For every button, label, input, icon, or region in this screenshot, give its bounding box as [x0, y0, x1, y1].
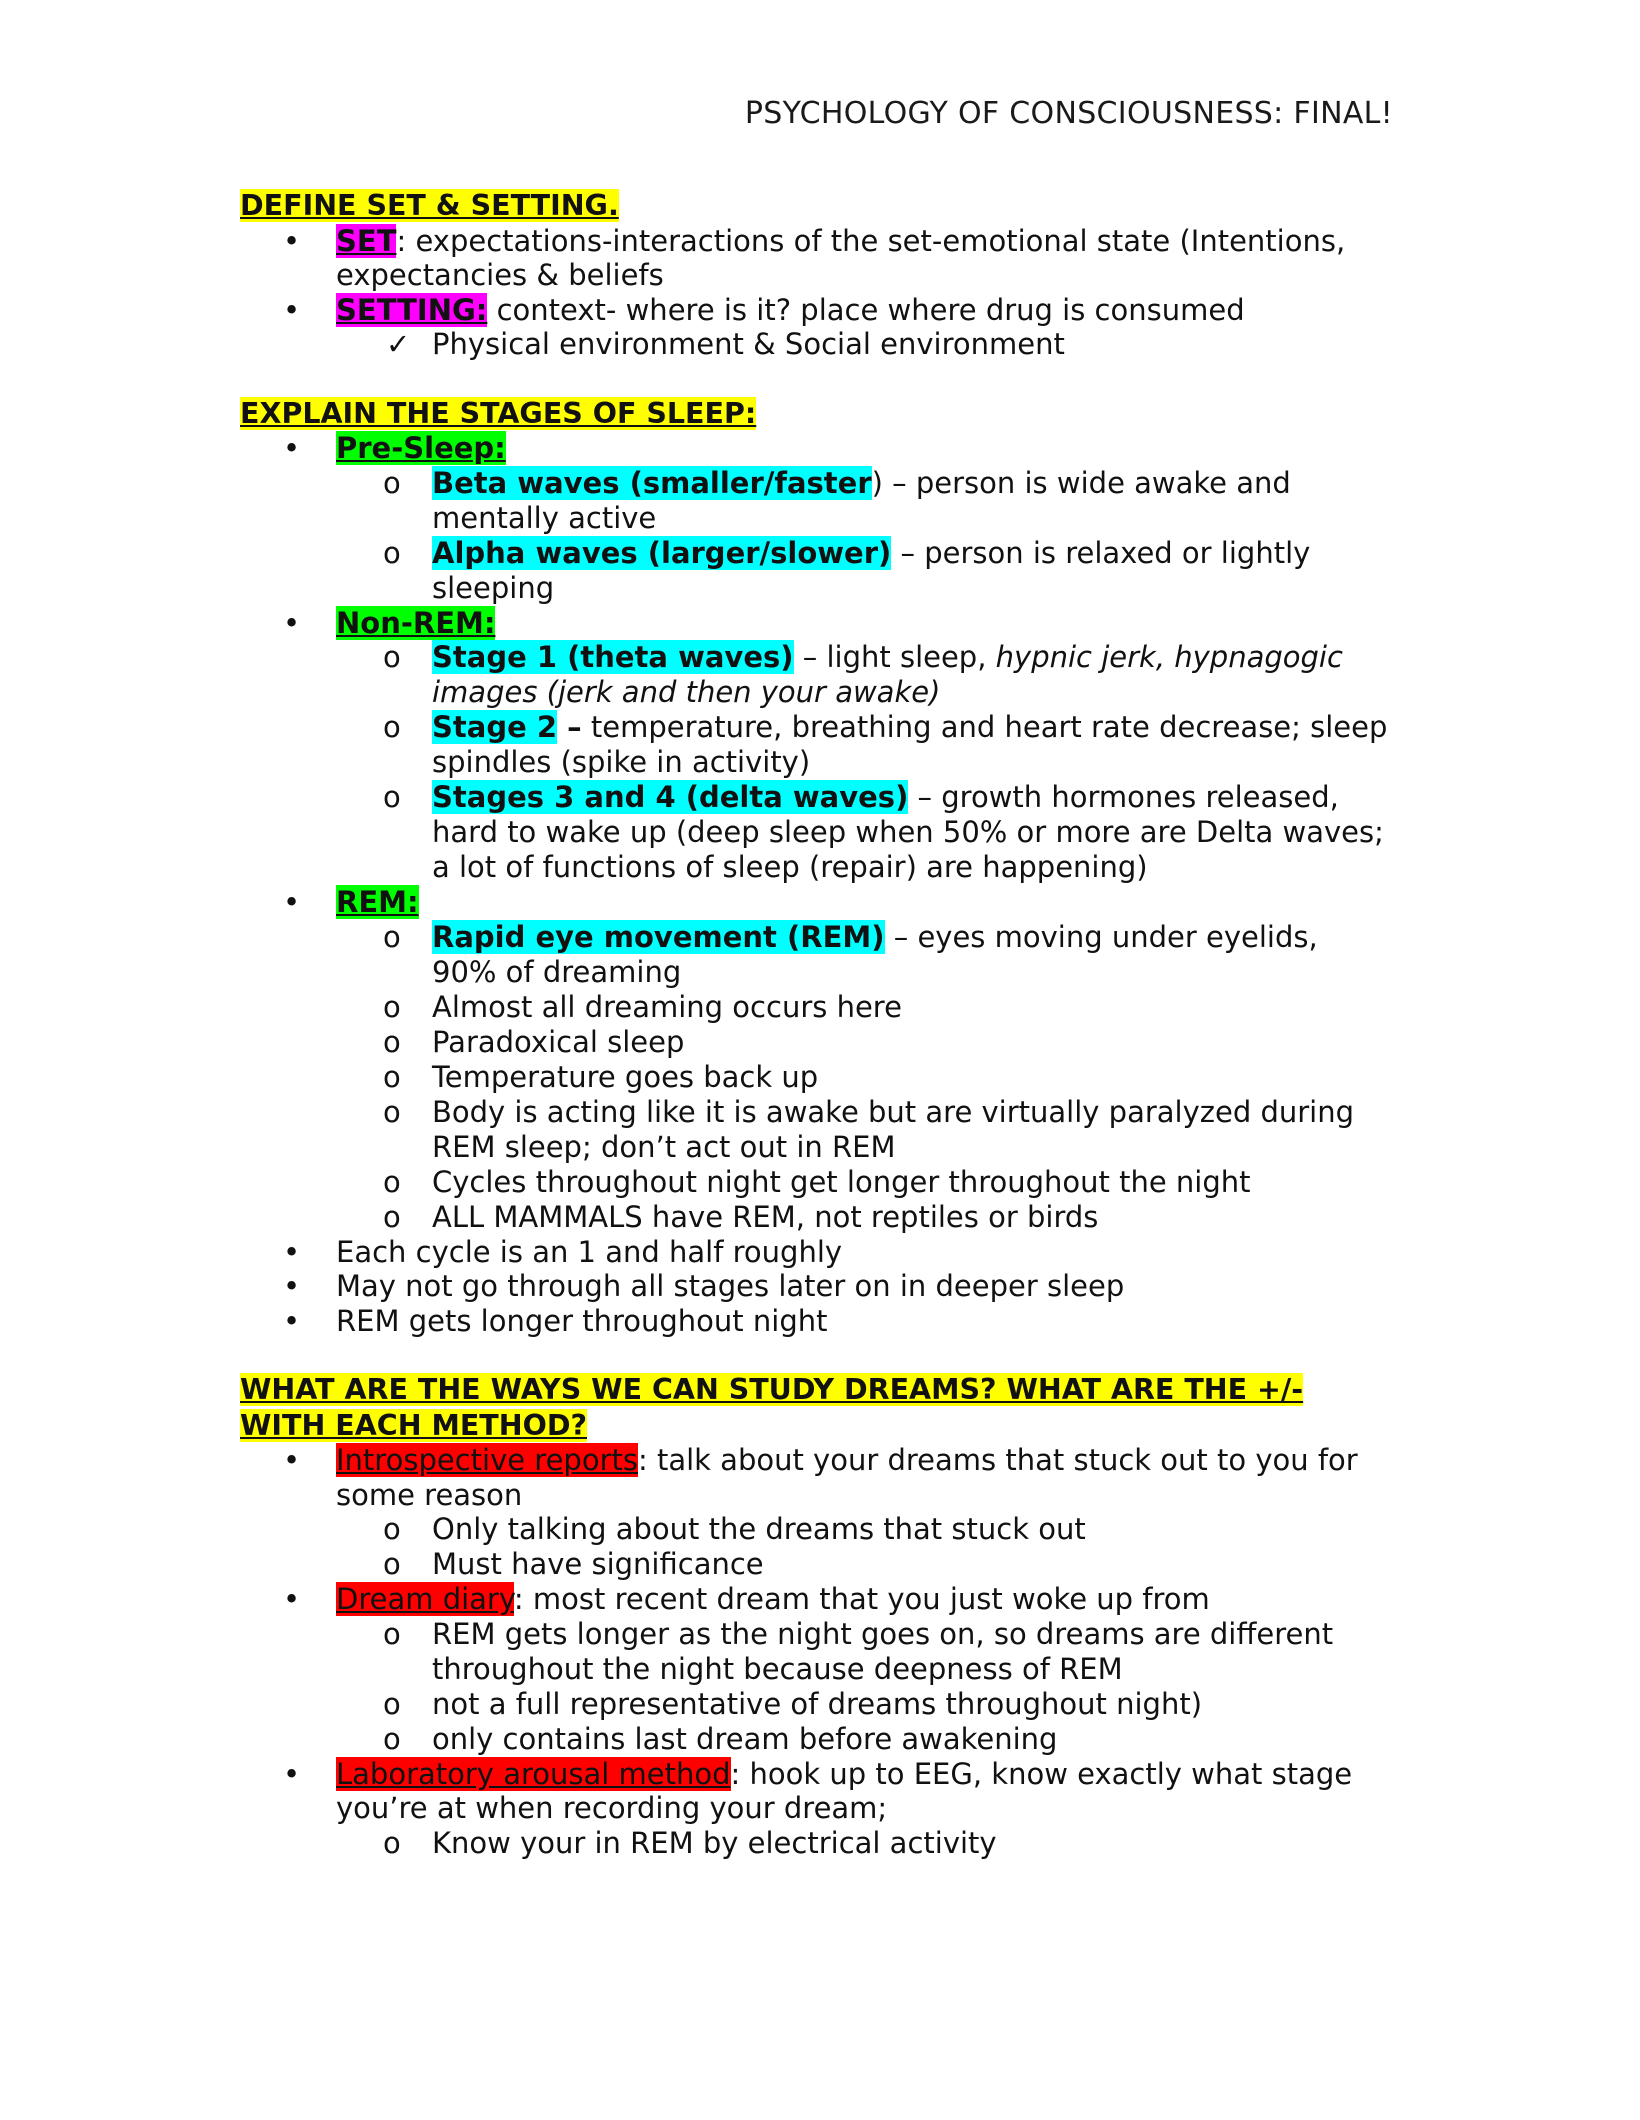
- term-highlight: Stages 3 and 4 (delta waves): [432, 780, 909, 814]
- sub-list-item: [240, 990, 1390, 1025]
- bullet-icon: •: [283, 223, 301, 258]
- sub-bullet-icon: o: [383, 1686, 401, 1721]
- bullet-icon: •: [283, 292, 301, 327]
- sub-bullet-icon: o: [383, 1616, 401, 1651]
- item-text: ALL MAMMALS have REM, not reptiles or birds: [432, 1199, 1099, 1234]
- sub-list-item: [240, 1687, 1390, 1722]
- item-text: Only talking about the dreams that stuck out: [432, 1512, 1086, 1546]
- item-text: Cycles throughout night get longer throughout the night: [432, 1164, 1251, 1199]
- bullet-icon: •: [283, 1269, 301, 1303]
- sub-list-item: [240, 1095, 1390, 1165]
- sub-bullet-icon: o: [383, 1547, 401, 1581]
- item-text: – growth hormones released, hard to wake up (deep sleep when 50% or more are Delta waves; a lot of functions of sleep (repair) are happening): [432, 780, 1384, 884]
- list-item: [240, 1443, 1390, 1512]
- sub-list-item: [240, 1722, 1390, 1757]
- sub-list-item: [240, 1826, 1390, 1861]
- list-item: [240, 1269, 1390, 1304]
- sub-list-item: [240, 1060, 1390, 1095]
- item-text: : talk about your dreams that stuck out to you for some reason: [336, 1443, 1358, 1512]
- item-text: REM gets longer as the night goes on, so dreams are different throughout the night because deepness of REM: [432, 1616, 1334, 1686]
- list-item: [240, 1235, 1390, 1270]
- list-item: [240, 224, 1390, 293]
- item-text: temperature, breathing and heart rate decrease; sleep spindles (spike in activity): [432, 710, 1388, 779]
- list-item: [240, 606, 1390, 641]
- sub-list-item: [240, 1165, 1390, 1200]
- item-text: : expectations-interactions of the set-emotional state (Intentions, expectancies & beliefs: [336, 223, 1346, 292]
- sub-list-item: [240, 1512, 1390, 1547]
- item-text: : most recent dream that you just woke up from: [513, 1582, 1210, 1616]
- section-sleep-stages: [240, 396, 1390, 1339]
- list-item: [240, 1582, 1390, 1617]
- list-item: [240, 293, 1390, 328]
- sub-bullet-icon: o: [383, 1094, 401, 1129]
- item-text: : hook up to EEG, know exactly what stage you’re at when recording your dream;: [336, 1756, 1353, 1825]
- bullet-icon: •: [283, 885, 301, 919]
- sub-list-item: [240, 640, 1390, 710]
- bullet-icon: •: [283, 605, 301, 640]
- item-text: – light sleep,: [793, 640, 996, 674]
- sub-bullet-icon: o: [383, 465, 401, 500]
- item-text: Paradoxical sleep: [432, 1024, 685, 1059]
- section-heading: EXPLAIN THE STAGES OF SLEEP:: [240, 396, 757, 430]
- sub-bullet-icon: o: [383, 1721, 401, 1756]
- item-text: Each cycle is an 1 and half roughly: [336, 1234, 843, 1269]
- checkmark-icon: ✓: [386, 327, 411, 361]
- sub-bullet-icon: o: [383, 919, 401, 954]
- sub-bullet-icon: o: [383, 989, 401, 1024]
- sub-bullet-icon: o: [383, 1024, 401, 1059]
- sub-list-item: [240, 1617, 1390, 1687]
- item-text: Know your in REM by electrical activity: [432, 1825, 997, 1860]
- term-highlight: Non-REM:: [336, 605, 496, 640]
- sub-bullet-icon: o: [383, 535, 401, 570]
- item-text: Must have significance: [432, 1547, 764, 1581]
- item-text-italic: hypnic jerk, hypnagogic images (jerk and then your awake): [432, 640, 1343, 709]
- term-highlight: Dream diary: [336, 1582, 514, 1616]
- term-highlight: Introspective reports: [336, 1443, 638, 1477]
- sub-list-item: [240, 1200, 1390, 1235]
- term-highlight: Pre-Sleep:: [336, 431, 506, 465]
- sub-list-item: [240, 1025, 1390, 1060]
- list-item: [240, 885, 1390, 920]
- bullet-icon: •: [283, 1234, 301, 1269]
- sub-list-item: [240, 536, 1390, 606]
- term-highlight: SET: [336, 223, 397, 258]
- item-text: – person is relaxed or lightly sleeping: [432, 535, 1311, 605]
- sub-list-item: [240, 780, 1390, 885]
- item-text: only contains last dream before awakening: [432, 1721, 1058, 1756]
- notes-body: [240, 188, 1390, 1861]
- item-text: – eyes moving under eyelids, 90% of dreaming: [432, 919, 1318, 989]
- bullet-icon: •: [283, 1582, 301, 1616]
- item-text: not a full representative of dreams throughout night): [432, 1686, 1203, 1721]
- sub-list-item: [240, 1547, 1390, 1582]
- item-dash: –: [557, 710, 582, 744]
- section-set-setting: [240, 188, 1390, 362]
- section-study-dreams: [240, 1372, 1390, 1861]
- item-text: Temperature goes back up: [432, 1059, 819, 1094]
- sub-bullet-icon: o: [383, 1512, 401, 1546]
- term-highlight: Stage 1 (theta waves): [432, 640, 794, 674]
- bullet-icon: •: [283, 431, 301, 465]
- term-highlight: REM:: [336, 885, 419, 919]
- sub-bullet-icon: o: [383, 1199, 401, 1234]
- page-title: PSYCHOLOGY OF CONSCIOUSNESS: FINAL!: [744, 96, 1393, 131]
- section-heading: WITH EACH METHOD?: [240, 1408, 588, 1442]
- item-text: Physical environment & Social environment: [432, 327, 1065, 361]
- term-highlight: SETTING:: [336, 292, 488, 327]
- sub-list-item: [240, 710, 1390, 780]
- term-highlight: Stage 2: [432, 710, 558, 744]
- item-text: ) – person is wide awake and mentally active: [432, 465, 1291, 535]
- sub-bullet-icon: o: [383, 1164, 401, 1199]
- sub-bullet-icon: o: [383, 780, 401, 814]
- bullet-icon: •: [283, 1303, 301, 1338]
- sub-bullet-icon: o: [383, 710, 401, 744]
- sub-list-item: [240, 920, 1390, 990]
- sub-bullet-icon: o: [383, 640, 401, 674]
- item-text: Body is acting like it is awake but are virtually paralyzed during REM sleep; don’t act out in REM: [432, 1094, 1354, 1164]
- term-highlight: Rapid eye movement (REM): [432, 919, 885, 954]
- sub-bullet-icon: o: [383, 1825, 401, 1860]
- list-item: [240, 431, 1390, 466]
- term-highlight: Alpha waves (larger/slower): [432, 535, 892, 570]
- list-item: [240, 1304, 1390, 1339]
- term-highlight: Beta waves (smaller/faster: [432, 465, 872, 500]
- item-text: May not go through all stages later on in deeper sleep: [336, 1269, 1125, 1303]
- sub-bullet-icon: o: [383, 1059, 401, 1094]
- term-highlight: Laboratory arousal method: [336, 1756, 731, 1791]
- bullet-icon: •: [283, 1443, 301, 1477]
- item-text: context- where is it? place where drug is consumed: [487, 292, 1245, 327]
- section-heading: DEFINE SET & SETTING.: [240, 189, 619, 222]
- item-text: Almost all dreaming occurs here: [432, 989, 902, 1024]
- check-item: [240, 327, 1390, 362]
- bullet-icon: •: [283, 1756, 301, 1791]
- sub-list-item: [240, 466, 1390, 536]
- item-text: REM gets longer throughout night: [336, 1303, 828, 1338]
- list-item: [240, 1757, 1390, 1826]
- section-heading: WHAT ARE THE WAYS WE CAN STUDY DREAMS? WHAT ARE THE +/-: [240, 1373, 1304, 1406]
